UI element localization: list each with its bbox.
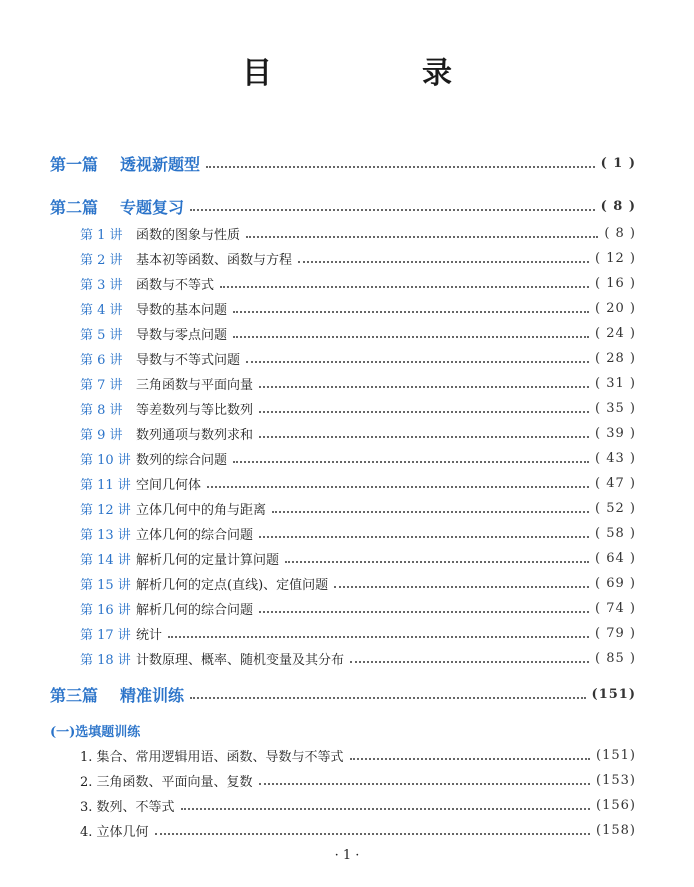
- lecture-label: 第 10 讲: [80, 452, 131, 468]
- item-title: 2. 三角函数、平面向量、复数: [80, 774, 253, 790]
- toc-item-1[interactable]: [0, 744, 694, 766]
- lecture-title: 导数的基本问题: [136, 302, 228, 318]
- leader-dots: [259, 536, 589, 538]
- section-title: (一)选填题训练: [50, 724, 141, 740]
- lecture-label: 第 14 讲: [80, 552, 131, 568]
- page-number: (151): [596, 747, 636, 763]
- lecture-title: 导数与不等式问题: [136, 352, 241, 368]
- lecture-label: 第 1 讲: [80, 227, 123, 243]
- lecture-label: 第 9 讲: [80, 427, 123, 443]
- toc-part-2[interactable]: [0, 195, 694, 217]
- lecture-title: 统计: [136, 627, 163, 643]
- leader-dots: [233, 461, 589, 463]
- lecture-title: 立体几何的综合问题: [136, 527, 254, 543]
- item-title: 3. 数列、不等式: [80, 799, 175, 815]
- toc-lecture-6[interactable]: [0, 347, 694, 369]
- leader-dots: [206, 166, 595, 168]
- page-number: ( 74 ): [595, 600, 636, 616]
- item-title: 4. 立体几何: [80, 824, 149, 840]
- part-title: 透视新题型: [120, 154, 201, 174]
- leader-dots: [233, 336, 589, 338]
- lecture-title: 空间几何体: [136, 477, 202, 493]
- page-number: ( 12 ): [595, 250, 636, 266]
- page-footer-number: · 1 ·: [334, 848, 360, 863]
- page-number: ( 24 ): [595, 325, 636, 341]
- page-number: (151): [591, 686, 636, 702]
- page-title: 目 录: [242, 56, 512, 91]
- lecture-title: 数列的综合问题: [136, 452, 228, 468]
- toc-part-3[interactable]: [0, 683, 694, 705]
- leader-dots: [259, 611, 589, 613]
- toc-lecture-15[interactable]: [0, 572, 694, 594]
- leader-dots: [233, 311, 589, 313]
- leader-dots: [259, 783, 590, 785]
- leader-dots: [285, 561, 589, 563]
- item-title: 1. 集合、常用逻辑用语、函数、导数与不等式: [80, 749, 344, 765]
- part-label: 第三篇: [50, 685, 99, 705]
- lecture-label: 第 7 讲: [80, 377, 123, 393]
- lecture-label: 第 6 讲: [80, 352, 123, 368]
- leader-dots: [246, 236, 598, 238]
- section-heading[interactable]: [0, 719, 694, 741]
- lecture-label: 第 5 讲: [80, 327, 123, 343]
- page-number: ( 43 ): [595, 450, 636, 466]
- toc-lecture-16[interactable]: [0, 597, 694, 619]
- leader-dots: [298, 261, 589, 263]
- page-number: ( 69 ): [595, 575, 636, 591]
- lecture-label: 第 12 讲: [80, 502, 131, 518]
- lecture-title: 解析几何的定量计算问题: [136, 552, 280, 568]
- lecture-title: 等差数列与等比数列: [136, 402, 254, 418]
- leader-dots: [246, 361, 589, 363]
- page-number: (153): [596, 772, 636, 788]
- page-number: ( 31 ): [595, 375, 636, 391]
- part-label: 第二篇: [50, 197, 99, 217]
- lecture-label: 第 17 讲: [80, 627, 131, 643]
- lecture-title: 解析几何的定点(直线)、定值问题: [136, 577, 329, 593]
- toc-lecture-14[interactable]: [0, 547, 694, 569]
- toc-lecture-1[interactable]: [0, 222, 694, 244]
- lecture-label: 第 11 讲: [80, 477, 131, 493]
- page-number: ( 16 ): [595, 275, 636, 291]
- toc-part-1[interactable]: [0, 152, 694, 174]
- lecture-label: 第 4 讲: [80, 302, 123, 318]
- page-number: ( 58 ): [595, 525, 636, 541]
- lecture-label: 第 16 讲: [80, 602, 131, 618]
- lecture-label: 第 8 讲: [80, 402, 123, 418]
- toc-item-3[interactable]: [0, 794, 694, 816]
- leader-dots: [190, 209, 595, 211]
- toc-lecture-18[interactable]: [0, 647, 694, 669]
- page-number: ( 47 ): [595, 475, 636, 491]
- page-number: ( 28 ): [595, 350, 636, 366]
- lecture-label: 第 2 讲: [80, 252, 123, 268]
- page-number: ( 1 ): [600, 155, 636, 171]
- part-title: 专题复习: [120, 197, 185, 217]
- toc-lecture-7[interactable]: [0, 372, 694, 394]
- leader-dots: [259, 411, 589, 413]
- toc-lecture-3[interactable]: [0, 272, 694, 294]
- page-number: ( 8 ): [600, 198, 636, 214]
- page-number: ( 79 ): [595, 625, 636, 641]
- toc-lecture-13[interactable]: [0, 522, 694, 544]
- lecture-title: 数列通项与数列求和: [136, 427, 254, 443]
- page-number: (158): [596, 822, 636, 838]
- toc-lecture-5[interactable]: [0, 322, 694, 344]
- toc-lecture-2[interactable]: [0, 247, 694, 269]
- leader-dots: [155, 833, 590, 835]
- page-number: ( 85 ): [595, 650, 636, 666]
- lecture-title: 导数与零点问题: [136, 327, 228, 343]
- page-number: ( 20 ): [595, 300, 636, 316]
- toc-lecture-8[interactable]: [0, 397, 694, 419]
- leader-dots: [259, 386, 589, 388]
- page-number: ( 35 ): [595, 400, 636, 416]
- part-label: 第一篇: [50, 154, 99, 174]
- page-number: (156): [596, 797, 636, 813]
- lecture-label: 第 13 讲: [80, 527, 131, 543]
- leader-dots: [220, 286, 589, 288]
- lecture-label: 第 3 讲: [80, 277, 123, 293]
- page-number: ( 8 ): [604, 225, 636, 241]
- leader-dots: [350, 758, 590, 760]
- lecture-title: 函数与不等式: [136, 277, 215, 293]
- leader-dots: [181, 808, 590, 810]
- toc-lecture-17[interactable]: [0, 622, 694, 644]
- leader-dots: [334, 586, 589, 588]
- leader-dots: [207, 486, 589, 488]
- leader-dots: [168, 636, 589, 638]
- leader-dots: [272, 511, 589, 513]
- page-number: ( 52 ): [595, 500, 636, 516]
- page-number: ( 39 ): [595, 425, 636, 441]
- lecture-title: 基本初等函数、函数与方程: [136, 252, 293, 268]
- part-title: 精准训练: [120, 685, 185, 705]
- lecture-title: 三角函数与平面向量: [136, 377, 254, 393]
- toc-lecture-4[interactable]: [0, 297, 694, 319]
- leader-dots: [190, 697, 586, 699]
- page-number: ( 64 ): [595, 550, 636, 566]
- leader-dots: [350, 661, 589, 663]
- toc-lecture-12[interactable]: [0, 497, 694, 519]
- lecture-title: 解析几何的综合问题: [136, 602, 254, 618]
- lecture-label: 第 18 讲: [80, 652, 131, 668]
- toc-item-4[interactable]: [0, 819, 694, 841]
- lecture-title: 立体几何中的角与距离: [136, 502, 267, 518]
- toc-lecture-11[interactable]: [0, 472, 694, 494]
- toc-lecture-10[interactable]: [0, 447, 694, 469]
- lecture-title: 计数原理、概率、随机变量及其分布: [136, 652, 345, 668]
- toc-item-2[interactable]: [0, 769, 694, 791]
- leader-dots: [259, 436, 589, 438]
- lecture-title: 函数的图象与性质: [136, 227, 241, 243]
- toc-lecture-9[interactable]: [0, 422, 694, 444]
- lecture-label: 第 15 讲: [80, 577, 131, 593]
